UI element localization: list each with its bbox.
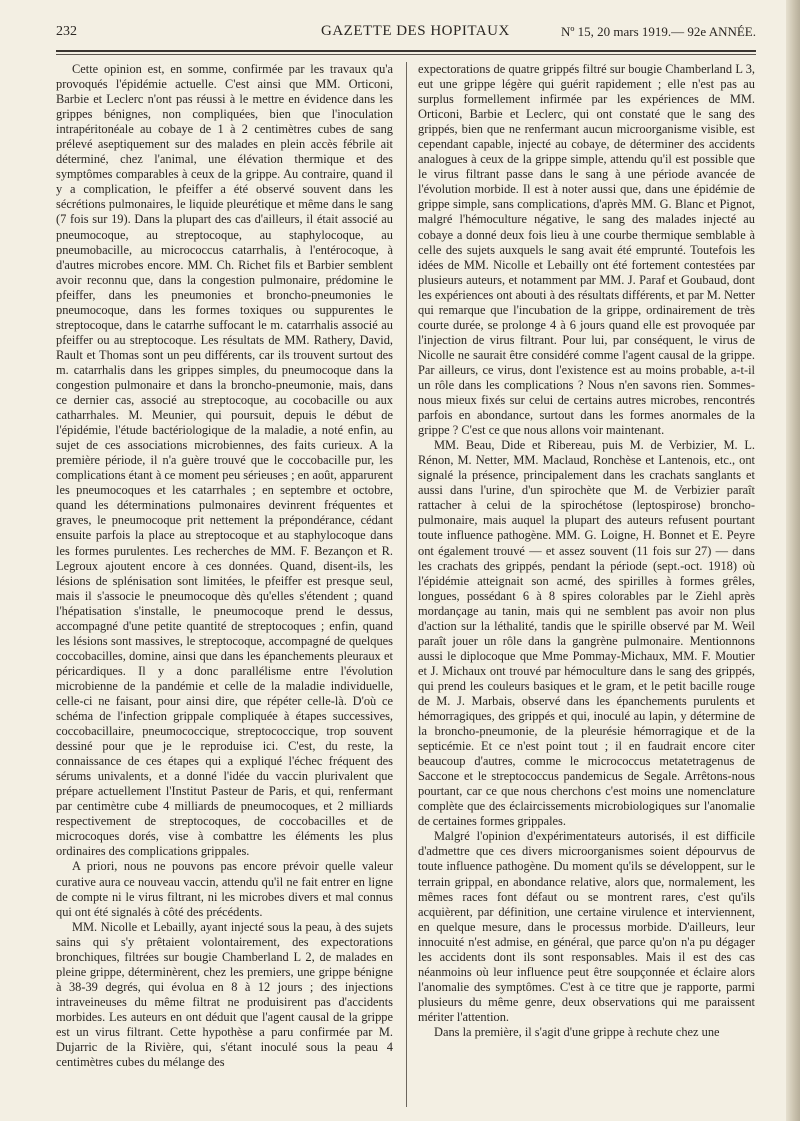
page-header: [56, 20, 756, 46]
journal-title: GAZETTE DES HOPITAUX: [321, 23, 510, 39]
header-rule-thin: [56, 54, 756, 55]
left-paragraph-1: Cette opinion est, en somme, confirmée par les travaux qu'a provoqués l'épidémie actuelle. C'est ainsi que MM. Orticoni, Barbie et Leclerc n'ont pas réussi à le mettre en évidence dans les grippes bénignes, non compliquées, bien que l'inoculation intrapéritonéale au cobaye de 1 à 2 centimètres cubes de sang prélevé aseptiquement sur des malades en plein accès fébrile ait déterminé, chez l'animal, une élévation thermique et des symptômes comparables à ceux de la grippe. Au contraire, quand il y a complication, le pfeiffer a été observé souvent dans les sécrétions pulmonaires, le liquide pleurétique et même dans le sang (7 fois sur 19). Dans la plupart des cas d'ailleurs, il était associé au pneumocoque, au streptocoque, au staphylocoque, au pneumobacille, au micrococcus catarrhalis, à l'entérocoque, à d'autres microbes encore. MM. Ch. Richet fils et Barbier semblent avoir reconnu que, dans la congestion pulmonaire, prédomine le pfeiffer, dans les pneumonies et broncho-pneumonies le pneumocoque, dans les formes toxiques ou suppurentes le streptocoque, dans le catarrhe suffocant le m. catarrhalis associé au pfeiffer ou au streptocoque. Les résultats de MM. Rathery, David, Rault et Thomas sont un peu différents, car ils trouvent surtout des m. catarrhalis dans les grippes simples, du pneumocoque dans la congestion pulmonaire et dans la broncho-pneumonie, mais, dans ce dernier cas, associé au streptocoque, au cocobacille ou aux catharrhales. M. Meunier, qui poursuit, depuis le début de l'épidémie, l'étude bactériologique de la maladie, a noté enfin, au sujet de ces associations microbiennes, des faits curieux. A la première période, il n'a guère trouvé que le coccobacille pur, les complications étant à ce moment peu sérieuses ; en août, apparurent les pneumocoques et les catarrhales ; en septembre et octobre, quand les déterminations pulmonaires devinrent fréquentes et graves, le pneumocoque prit nettement la prépondérance, cédant ensuite parfois la place au streptocoque et au staphylocoque dans les formes purulentes. Les recherches de MM. F. Bezançon et R. Legroux ajoutent encore à ces données. Quand, disent-ils, les lésions de splénisation sont limitées, le pfeiffer est presque seul, mais il s'associe le pneumocoque dès qu'elles s'étendent ; quand l'hépatisation s'installe, le pneumocoque prend le dessus, accompagné d'une petite quantité de streptocoques ; enfin, quand les lésions sont massives, le streptocoque, accompagné de quelques coccobacilles, domine, ainsi que dans les épanchements pleuraux et péricardiques. Il y a donc parallélisme entre l'évolution microbienne de la pandémie et celle de la maladie individuelle, celle-ci ne faisant, pour ainsi dire, que répéter celle-là. D'où ce schéma de l'infection grippale compliquée à étapes successives, coccobacillaire, pneumococcique, streptococcique, trop souvent dessiné pour que je le reproduise ici. C'est, du reste, la connaissance de ces étapes qui a expliqué l'échec fréquent des sérums univalents, et a donné l'idée du vaccin plurivalent que prépare actuellement l'Institut Pasteur de Paris, et qui, renfermant par centimètre cube 4 milliards de pneumocoques, et 2 milliards respectivement de streptocoques, de coccobacilles et de microcoques dorés, vise à combattre les éléments les plus ordinaires des complications grippales.: [56, 62, 393, 859]
right-column: [418, 62, 755, 1112]
left-paragraph-2: A priori, nous ne pouvons pas encore prévoir quelle valeur curative aura ce nouveau vaccin, attendu qu'il ne fait entrer en ligne de compte ni le virus filtrant, ni les microbes divers et mal connus qui ont été signalés à côté des précédents.: [56, 859, 393, 919]
right-paragraph-3: Malgré l'opinion d'expérimentateurs autorisés, il est difficile d'admettre que ces divers microorganismes soient dépourvus de toute influence pathogène. Du moment qu'ils se développent, sur le terrain grippal, en abondance relative, alors que, normalement, les mêmes races font défaut ou se montrent rares, c'est qu'ils acquièrent, par définition, une certaine virulence et interviennent, en quelque mesure, dans le processus morbide. D'ailleurs, leur innocuité n'est admise, en général, que parce qu'on n'a pu dégager les accidents dont ils sont responsables. Mais il est des cas néanmoins où leur influence peut être soupçonnée et éclaire alors l'anomalie des symptômes. C'est à ce titre que je rapporte, parmi plusieurs du même genre, deux observations qui me paraissent mériter l'attention.: [418, 829, 755, 1024]
left-column: [56, 62, 393, 1112]
issue-info: Nº 15, 20 mars 1919.— 92e ANNÉE.: [560, 24, 756, 39]
right-paragraph-1: expectorations de quatre grippés filtré sur bougie Chamberland L 3, eut une grippe légère qui guérit rapidement ; elle n'est pas au surplus formellement infirmée par les expériences de MM. Orticoni, Barbie et Leclerc, qui ont constaté que le sang des grippés, bien que ne renfermant aucun microorganisme visible, est cependant capable, injecté au cobaye, de déterminer des accidents analogues à ceux de la grippe simple, attendu qu'il est possible que le virus filtrant passe dans le sang à une période avancée de l'évolution morbide. Il est à noter aussi que, dans une épidémie de grippe simple, sans complications, d'après MM. G. Blanc et Pignot, malgré l'hémoculture négative, le sang des malades injecté au cobaye a donné deux fois lieu à une courbe thermique semblable à celle des sujets auxquels le sang avait été emprunté. Toutefois les idées de MM. Nicolle et Lebailly ont été fortement contestées par plusieurs auteurs, et notamment par MM. J. Paraf et Goubaud, dont les expériences ont abouti à des résultats différents, et par M. Netter qui remarque que l'incubation de la grippe, ordinairement de très courte durée, se prolonge 4 à 6 jours quand elle est provoquée par l'injection de virus filtrant. Pour lui, par conséquent, le virus de Nicolle ne saurait être considéré comme l'agent causal de la grippe. Par ailleurs, ce virus, dont l'existence est au moins probable, a-t-il un rôle dans les complications ? Nous n'en savons rien. Sommes-nous mieux fixés sur celui de certains autres microbes, rencontrés parfois en abondance, surtout dans les formes anormales de la grippe ? C'est ce que nous allons voir maintenant.: [418, 62, 755, 438]
page-number: 232: [56, 24, 77, 39]
page-edge: [786, 0, 800, 1121]
right-paragraph-2: MM. Beau, Dide et Ribereau, puis M. de Verbizier, M. L. Rénon, M. Netter, MM. Maclaud, Ronchèse et Lantenois, etc., ont signalé la présence, principalement dans les crachats sanglants et aussi dans l'urine, d'un spirochète que M. de Verbizier paraît rattacher à celui de la spirochétose (leptospirose) broncho-pulmonaire, mais auquel la plupart des auteurs refusent pourtant toute influence pathogène. MM. G. Loigne, H. Bonnet et E. Peyre ont également trouvé — et assez souvent (11 fois sur 27) — dans les crachats des grippés, pendant la période (sept.-oct. 1918) où l'épidémie atteignait son acmé, des spirilles à formes grêles, longues, possédant 6 à 8 spires colorables par le Ziehl après mordançage au tanin, mais qui ne semblent pas avoir non plus d'action sur la léthalité, tandis que le spirille observé par M. Weil paraît jouer un rôle dans la gangrène pulmonaire. Mentionnons aussi le diplocoque que Mme Pommay-Michaux, MM. F. Moutier et J. Michaux ont trouvé par hémoculture dans le sang des grippés, qui prend les couleurs basiques et le gram, et le petit bacille rouge de M. J. Marbais, observé dans les épanchements purulents et hémorragiques, des grippés et qui, inoculé au lapin, y détermine de la broncho-pneumonie, de la pleurésie hémorragique et de la septicémie. Et ce n'est point tout ; il en faudrait encore citer beaucoup d'autres, comme le micrococcus metatetragenus de Saccone et le streptococcus pandemicus de Segale. Arrêtons-nous pourtant, car ce que nous cherchons c'est moins une nomenclature complète que des éclaircissements microbiologiques sur l'anomalie de certaines formes grippales.: [418, 438, 755, 829]
right-paragraph-4: Dans la première, il s'agit d'une grippe à rechute chez une: [434, 1025, 720, 1039]
left-paragraph-3: MM. Nicolle et Lebailly, ayant injecté sous la peau, à des sujets sains qui s'y prêtaient volontairement, des expectorations bronchiques, filtrées sur bougie Chamberland L 2, de malades en pleine grippe, déterminèrent, chez les premiers, une grippe bénigne à 38-39 degrés, qui évolua en 8 à 12 jours ; des injections intraveineuses du même filtrat ne produisirent pas d'accidents morbides. Les auteurs en ont déduit que l'agent causal de la grippe est un virus filtrant. Cette hypothèse a paru confirmée par M. Dujarric de la Rivière, qui, s'étant inoculé sous la peau 4 centimètres cubes du mélange des: [56, 919, 393, 1070]
column-divider: [406, 62, 407, 1107]
header-rule: [56, 50, 756, 52]
